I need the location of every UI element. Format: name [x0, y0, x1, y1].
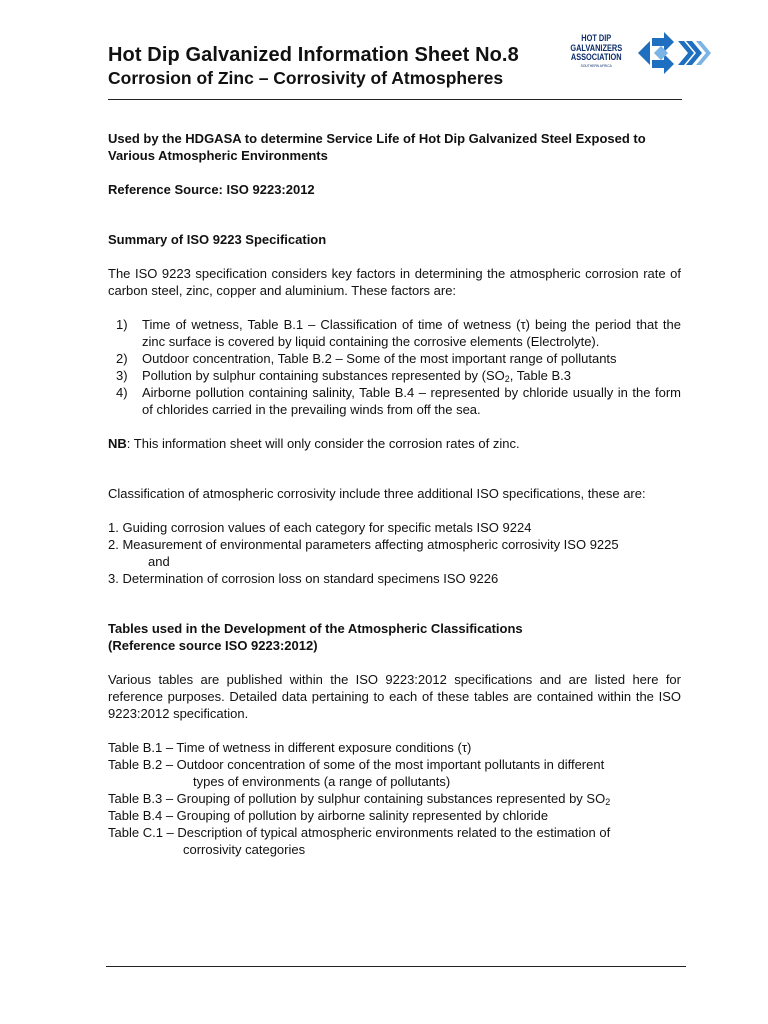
- iso-9226-item: 3. Determination of corrosion loss on standard specimens ISO 9226: [108, 571, 499, 586]
- table-c1-continuation: corrosivity categories: [183, 842, 306, 857]
- logo-line-1: HOT DIP: [581, 33, 612, 43]
- tables-paragraph: Various tables are published within the ISO 9223:2012 specifications and are listed here for reference purposes. Detailed data pertaining to each of these tables are contained within the ISO 9223:2012 specification.: [108, 672, 681, 721]
- galvanizers-arrows-icon: [636, 28, 712, 78]
- page-title: Hot Dip Galvanized Information Sheet No.8: [108, 44, 519, 66]
- logo-line-2: GALVANIZERS: [570, 42, 623, 53]
- table-b1-line: Table B.1 – Time of wetness in different exposure conditions (τ): [108, 740, 472, 755]
- hdgasa-logo: [566, 22, 716, 84]
- summary-heading: Summary of ISO 9223 Specification: [108, 232, 327, 247]
- table-b3-line: Table B.3 – Grouping of pollution by sulphur containing substances represented by $SO_2$: [108, 791, 611, 807]
- logo-line-4: SOUTHERN AFRICA: [580, 62, 612, 68]
- list-item: 4) Airborne pollution containing salinity, Table B.4 – represented by chloride usually in the form of chlorides carried in the prevailing winds from off the sea.: [116, 385, 681, 417]
- logo-wordmark: [570, 34, 622, 69]
- table-b2-line: Table B.2 – Outdoor concentration of some of the most important pollutants in different: [108, 757, 605, 772]
- footer-divider: [106, 966, 686, 967]
- document-body: [108, 130, 681, 858]
- table-b2-continuation: types of environments (a range of pollutants): [193, 774, 451, 789]
- page-subtitle: Corrosion of Zinc – Corrosivity of Atmospheres: [108, 68, 504, 88]
- reference-source: Reference Source: ISO 9223:2012: [108, 182, 315, 197]
- and-connector: and: [148, 554, 170, 569]
- classification-paragraph: Classification of atmospheric corrosivity include three additional ISO specifications, these are:: [108, 486, 646, 501]
- nb-note: NB: This information sheet will only consider the corrosion rates of zinc.: [108, 436, 520, 451]
- table-b4-line: Table B.4 – Grouping of pollution by airborne salinity represented by chloride: [108, 808, 549, 823]
- tables-heading: Tables used in the Development of the Atmospheric Classifications: [108, 621, 523, 636]
- logo-line-3: ASSOCIATION: [570, 52, 622, 62]
- list-item: 2) Outdoor concentration, Table B.2 – Some of the most important range of pollutants: [116, 351, 617, 366]
- list-item: 3) Pollution by sulphur containing substances represented by ($SO_2$, Table B.3: [116, 368, 571, 384]
- iso-9225-item: 2. Measurement of environmental parameters affecting atmospheric corrosivity ISO 9225: [108, 537, 619, 552]
- header-divider: [108, 99, 682, 100]
- table-c1-line: Table C.1 – Description of typical atmospheric environments related to the estimation of: [108, 825, 611, 840]
- list-item: 1) Time of wetness, Table B.1 – Classification of time of wetness (τ) being the period that the zinc surface is covered by liquid containing the corrosive elements (Electrolyte).: [116, 317, 681, 349]
- purpose-statement: Used by the HDGASA to determine Service Life of Hot Dip Galvanized Steel Exposed to Various Atmospheric Environments: [108, 131, 646, 163]
- summary-paragraph: The ISO 9223 specification considers key factors in determining the atmospheric corrosion rate of carbon steel, zinc, copper and aluminium. These factors are:: [108, 266, 681, 298]
- factors-list: [108, 316, 681, 418]
- tables-heading-reference: (Reference source ISO 9223:2012): [108, 638, 318, 653]
- iso-9224-item: 1. Guiding corrosion values of each category for specific metals ISO 9224: [108, 520, 532, 535]
